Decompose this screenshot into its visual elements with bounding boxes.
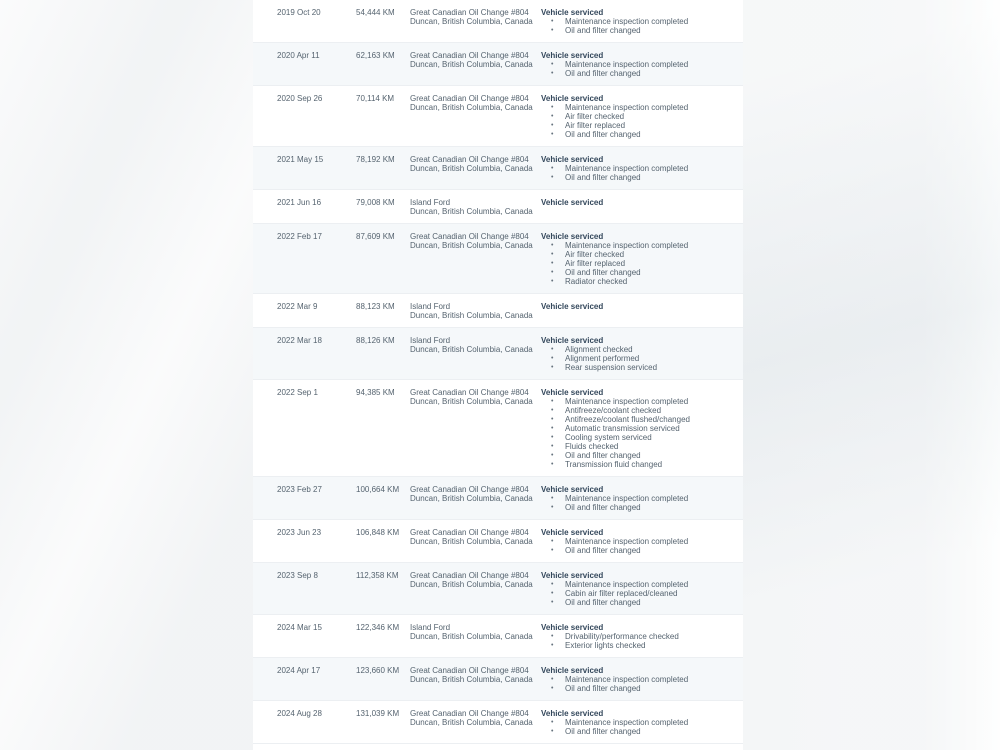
record-details-list: [541, 580, 726, 607]
record-odometer: 62,163 KM: [356, 51, 395, 60]
record-odometer: 131,039 KM: [356, 709, 400, 718]
record-details-list: [541, 164, 726, 182]
service-detail-item: • Air filter replaced: [541, 121, 726, 130]
service-records-rows: [253, 0, 743, 744]
record-location: [410, 623, 538, 641]
record-location-name: Great Canadian Oil Change #804: [410, 528, 529, 537]
record-location: [410, 485, 538, 503]
record-details-list: [541, 241, 726, 286]
service-record-row: [253, 380, 743, 477]
record-details-title: Vehicle serviced: [541, 336, 604, 345]
record-odometer: 122,346 KM: [356, 623, 400, 632]
record-details-list: [541, 632, 726, 650]
record-location-city: Duncan, British Columbia, Canada: [410, 494, 533, 503]
record-details-title: Vehicle serviced: [541, 232, 604, 241]
record-details: [541, 709, 726, 736]
service-record-row: [253, 658, 743, 701]
record-location: [410, 302, 538, 320]
record-details: [541, 51, 726, 78]
record-date: 2020 Apr 11: [277, 51, 320, 60]
service-detail-item: • Maintenance inspection completed: [541, 103, 726, 112]
service-detail-item: • Cooling system serviced: [541, 433, 726, 442]
service-detail-item: • Oil and filter changed: [541, 451, 726, 460]
record-details: [541, 336, 726, 372]
record-details: [541, 8, 726, 35]
record-odometer: 88,123 KM: [356, 302, 395, 311]
service-detail-item: • Maintenance inspection completed: [541, 580, 726, 589]
record-location: [410, 709, 538, 727]
record-details-list: [541, 345, 726, 372]
service-detail-item: • Exterior lights checked: [541, 641, 726, 650]
record-details-title: Vehicle serviced: [541, 485, 604, 494]
service-detail-item: • Cabin air filter replaced/cleaned: [541, 589, 726, 598]
record-details: [541, 623, 726, 650]
service-record-row: [253, 701, 743, 744]
service-detail-item: • Maintenance inspection completed: [541, 494, 726, 503]
service-detail-item: • Oil and filter changed: [541, 598, 726, 607]
record-date: 2023 Sep 8: [277, 571, 318, 580]
service-detail-item: • Oil and filter changed: [541, 69, 726, 78]
record-location-name: Island Ford: [410, 198, 451, 207]
service-detail-item: • Antifreeze/coolant checked: [541, 406, 726, 415]
record-odometer: 79,008 KM: [356, 198, 395, 207]
record-date: 2024 Mar 15: [277, 623, 322, 632]
record-location: [410, 198, 538, 216]
service-detail-item: • Air filter replaced: [541, 259, 726, 268]
record-details-title: Vehicle serviced: [541, 528, 604, 537]
record-location-city: Duncan, British Columbia, Canada: [410, 17, 533, 26]
record-details-title: Vehicle serviced: [541, 709, 604, 718]
record-details: [541, 155, 726, 182]
record-odometer: 87,609 KM: [356, 232, 395, 241]
record-date: 2024 Apr 17: [277, 666, 321, 675]
service-detail-item: • Oil and filter changed: [541, 684, 726, 693]
service-detail-item: • Oil and filter changed: [541, 546, 726, 555]
record-location: [410, 232, 538, 250]
service-record-row: [253, 190, 743, 224]
record-location-name: Great Canadian Oil Change #804: [410, 666, 529, 675]
record-details-list: [541, 537, 726, 555]
record-location-name: Island Ford: [410, 336, 451, 345]
record-odometer: 94,385 KM: [356, 388, 395, 397]
service-record-row: [253, 0, 743, 43]
service-record-row: [253, 520, 743, 563]
record-location-name: Island Ford: [410, 302, 451, 311]
service-detail-item: • Transmission fluid changed: [541, 460, 726, 469]
service-detail-item: • Automatic transmission serviced: [541, 424, 726, 433]
record-details: [541, 232, 726, 286]
record-location-city: Duncan, British Columbia, Canada: [410, 241, 533, 250]
service-detail-item: • Oil and filter changed: [541, 503, 726, 512]
record-date: 2022 Sep 1: [277, 388, 318, 397]
service-detail-item: • Antifreeze/coolant flushed/changed: [541, 415, 726, 424]
record-details: [541, 666, 726, 693]
page-background-right: [743, 0, 1000, 750]
record-location: [410, 528, 538, 546]
record-location: [410, 51, 538, 69]
service-record-row: [253, 147, 743, 190]
record-location: [410, 94, 538, 112]
record-odometer: 123,660 KM: [356, 666, 400, 675]
record-details-title: Vehicle serviced: [541, 8, 604, 17]
record-details-title: Vehicle serviced: [541, 198, 604, 207]
record-odometer: 54,444 KM: [356, 8, 395, 17]
record-details: [541, 528, 726, 555]
record-details-title: Vehicle serviced: [541, 94, 604, 103]
record-date: 2023 Jun 23: [277, 528, 322, 537]
record-details-title: Vehicle serviced: [541, 302, 604, 311]
record-location-name: Great Canadian Oil Change #804: [410, 388, 529, 397]
record-odometer: 78,192 KM: [356, 155, 395, 164]
record-location: [410, 571, 538, 589]
service-detail-item: • Alignment checked: [541, 345, 726, 354]
service-detail-item: • Maintenance inspection completed: [541, 17, 726, 26]
service-record-row: [253, 563, 743, 615]
service-detail-item: • Maintenance inspection completed: [541, 397, 726, 406]
record-location-city: Duncan, British Columbia, Canada: [410, 580, 533, 589]
record-details-title: Vehicle serviced: [541, 623, 604, 632]
service-records-table: [253, 0, 743, 750]
record-date: 2024 Aug 28: [277, 709, 322, 718]
record-location-name: Great Canadian Oil Change #804: [410, 232, 529, 241]
record-odometer: 100,664 KM: [356, 485, 400, 494]
record-date: 2020 Sep 26: [277, 94, 323, 103]
record-details-title: Vehicle serviced: [541, 155, 604, 164]
record-location-name: Great Canadian Oil Change #804: [410, 94, 529, 103]
record-location: [410, 8, 538, 26]
record-location: [410, 155, 538, 173]
service-record-row: [253, 43, 743, 86]
record-date: 2021 May 15: [277, 155, 324, 164]
record-details-title: Vehicle serviced: [541, 571, 604, 580]
record-details-title: Vehicle serviced: [541, 388, 604, 397]
service-detail-item: • Maintenance inspection completed: [541, 718, 726, 727]
record-odometer: 112,358 KM: [356, 571, 399, 580]
record-date: 2019 Oct 20: [277, 8, 321, 17]
record-location-city: Duncan, British Columbia, Canada: [410, 311, 533, 320]
page-background-left: [0, 0, 253, 750]
service-detail-item: • Alignment performed: [541, 354, 726, 363]
record-location-city: Duncan, British Columbia, Canada: [410, 397, 533, 406]
record-location-city: Duncan, British Columbia, Canada: [410, 537, 533, 546]
record-details: [541, 388, 726, 469]
service-detail-item: • Rear suspension serviced: [541, 363, 726, 372]
service-detail-item: • Maintenance inspection completed: [541, 537, 726, 546]
service-detail-item: • Maintenance inspection completed: [541, 60, 726, 69]
record-location-name: Great Canadian Oil Change #804: [410, 155, 529, 164]
service-detail-item: • Air filter checked: [541, 112, 726, 121]
record-location-name: Great Canadian Oil Change #804: [410, 571, 529, 580]
record-date: 2022 Mar 18: [277, 336, 322, 345]
record-location-city: Duncan, British Columbia, Canada: [410, 345, 533, 354]
service-detail-item: • Maintenance inspection completed: [541, 164, 726, 173]
record-location-name: Great Canadian Oil Change #804: [410, 51, 529, 60]
service-detail-item: • Drivability/performance checked: [541, 632, 726, 641]
service-detail-item: • Maintenance inspection completed: [541, 241, 726, 250]
record-details-list: [541, 718, 726, 736]
record-date: 2022 Mar 9: [277, 302, 318, 311]
record-location-name: Island Ford: [410, 623, 451, 632]
record-details-list: [541, 103, 726, 139]
service-record-row: [253, 86, 743, 147]
record-details-title: Vehicle serviced: [541, 666, 604, 675]
record-details-list: [541, 494, 726, 512]
service-detail-item: • Air filter checked: [541, 250, 726, 259]
record-details: [541, 571, 726, 607]
record-location: [410, 666, 538, 684]
record-details-title: Vehicle serviced: [541, 51, 604, 60]
record-location-city: Duncan, British Columbia, Canada: [410, 103, 533, 112]
record-location-name: Great Canadian Oil Change #804: [410, 485, 529, 494]
record-location-city: Duncan, British Columbia, Canada: [410, 207, 533, 216]
record-details-list: [541, 675, 726, 693]
record-location-city: Duncan, British Columbia, Canada: [410, 675, 533, 684]
record-date: 2021 Jun 16: [277, 198, 322, 207]
service-record-row: [253, 615, 743, 658]
service-detail-item: • Radiator checked: [541, 277, 726, 286]
record-odometer: 70,114 KM: [356, 94, 395, 103]
service-record-row: [253, 294, 743, 328]
service-record-row: [253, 328, 743, 380]
record-date: 2023 Feb 27: [277, 485, 322, 494]
service-record-row: [253, 477, 743, 520]
record-details: [541, 94, 726, 139]
record-details: [541, 302, 726, 320]
record-location-name: Great Canadian Oil Change #804: [410, 709, 529, 718]
record-details-list: [541, 17, 726, 35]
record-date: 2022 Feb 17: [277, 232, 322, 241]
record-location-city: Duncan, British Columbia, Canada: [410, 60, 533, 69]
record-location: [410, 336, 538, 354]
service-detail-item: • Fluids checked: [541, 442, 726, 451]
record-location-city: Duncan, British Columbia, Canada: [410, 164, 533, 173]
service-detail-item: • Oil and filter changed: [541, 268, 726, 277]
record-location-city: Duncan, British Columbia, Canada: [410, 718, 533, 727]
record-details: [541, 485, 726, 512]
service-record-row: [253, 224, 743, 294]
record-location-city: Duncan, British Columbia, Canada: [410, 632, 533, 641]
service-detail-item: • Oil and filter changed: [541, 26, 726, 35]
record-details-list: [541, 397, 726, 469]
record-location-name: Great Canadian Oil Change #804: [410, 8, 529, 17]
service-detail-item: • Oil and filter changed: [541, 130, 726, 139]
record-odometer: 106,848 KM: [356, 528, 400, 537]
record-details-list: [541, 60, 726, 78]
service-detail-item: • Maintenance inspection completed: [541, 675, 726, 684]
record-odometer: 88,126 KM: [356, 336, 395, 345]
service-detail-item: • Oil and filter changed: [541, 173, 726, 182]
service-detail-item: • Oil and filter changed: [541, 727, 726, 736]
record-details: [541, 198, 726, 216]
record-location: [410, 388, 538, 406]
